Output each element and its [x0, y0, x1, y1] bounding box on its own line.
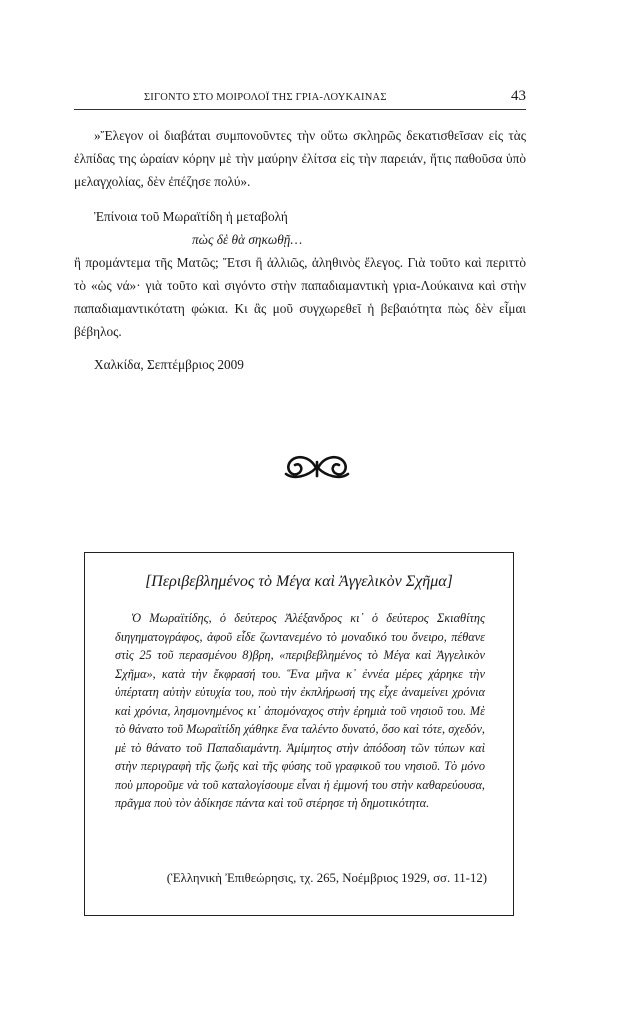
page-number: 43 — [511, 88, 526, 104]
box-text: Ὁ Μωραϊτίδης, ὁ δεύτερος Ἀλέξανδρος κι᾽ ὁ δεύτερος Σκιαθίτης διηγηματογράφος, ἀφοῦ εἶδε ζωντανεμένο τὸ μοναδικό του ὄνειρο, πέθανε στὶς 25 τοῦ περασμένου 8)βρη, «περιβεβλημένος τὸ Μέγα καὶ Ἀγγελικὸν Σχῆμα», κατὰ τὴν ἔκφρασή του. Ἕνα μῆνα κ᾽ ἐννέα μέρες χάρηκε τὴν ὑπέρτατη αὐτὴν εὐτυχία του, ποὺ τὴν ἐκπλήρωσή της εἶχε ἀναμείνει χρόνια καὶ χρόνια, λησμονημένος κι᾽ ἀπομόναχος στὴν ἐρημιὰ τοῦ νησιοῦ του. Μὲ τὸ θάνατο τοῦ Μωραϊτίδη χάθηκε ἕνα ταλέντο δυνατό, ὅσο καὶ τότε, σχεδόν, μὲ τὸ θάνατο τοῦ Παπαδιαμάντη. Ἀμίμητος στὴν ἀπόδοση τῶν τύπων καὶ στὴν περιγραφὴ τῆς ζωῆς καὶ τῆς φύσης τοῦ γραφικοῦ του νησιοῦ. Τὸ μόνο ποὺ μποροῦμε νὰ τοῦ καταλογίσουμε εἶναι ἡ ἐμμονή του στὴν καθαρεύουσα, πρᾶγμα ποὺ τὸν ἀδίκησε πάντα καὶ τοῦ στέρησε τὴ δημοτικότητα. — [115, 611, 485, 810]
quote-paragraph: »Ἔλεγον οἱ διαβάται συμπονοῦντες τὴν οὕτω σκληρῶς δεκατισθεῖσαν εἰς τὰς ἐλπίδας της ὡραίαν κόρην μὲ τὴν μαύρην ἐλίτσα εἰς τὴν παρειάν, ἥτις παθοῦσα ὑπὸ μελαγχολίας, δὲν ἐπέζησε πολύ». — [74, 128, 526, 189]
intro-line: Ἐπίνοια τοῦ Μωραϊτίδη ἡ μεταβολή — [94, 209, 288, 224]
running-title: ΣΙΓΟΝΤΟ ΣΤΟ ΜΟΙΡΟΛΟΪ ΤΗΣ ΓΡΙΑ-ΛΟΥΚΑΙΝΑΣ — [144, 92, 387, 103]
running-head — [74, 90, 526, 108]
dateline: Χαλκίδα, Σεπτέμβριος 2009 — [94, 357, 244, 372]
box-title: [Περιβεβλημένος τὸ Μέγα καὶ Ἀγγελικὸν Σχῆμα] — [145, 573, 453, 590]
boxed-excerpt — [84, 552, 514, 916]
header-rule — [74, 109, 526, 110]
floral-ornament-icon — [0, 452, 634, 486]
continuation-paragraph: ἢ προμάντεμα τῆς Ματῶς; Ἔτσι ἢ ἀλλιῶς, ἀληθινὸς ἔλεγος. Γιὰ τοῦτο καὶ περιττὸ τὸ «ὡς νά»· γιὰ τοῦτο καὶ σιγόντο στὴν παπαδιαμαντικὴ γρια-Λούκαινα καὶ στὴν παπαδιαμαντικότατη φώκια. Κι ἂς μοῦ συγχωρεθεῖ ἡ βεβαιότητα πὼς δὲν εἶμαι βέβηλος. — [74, 255, 526, 339]
main-text — [74, 124, 526, 376]
box-citation: (Ἑλληνικὴ Ἐπιθεώρησις, τχ. 265, Νοέμβριος 1929, σσ. 11-12) — [166, 871, 487, 885]
verse-line: πὼς δὲ θὰ σηκωθῇ… — [192, 232, 303, 247]
